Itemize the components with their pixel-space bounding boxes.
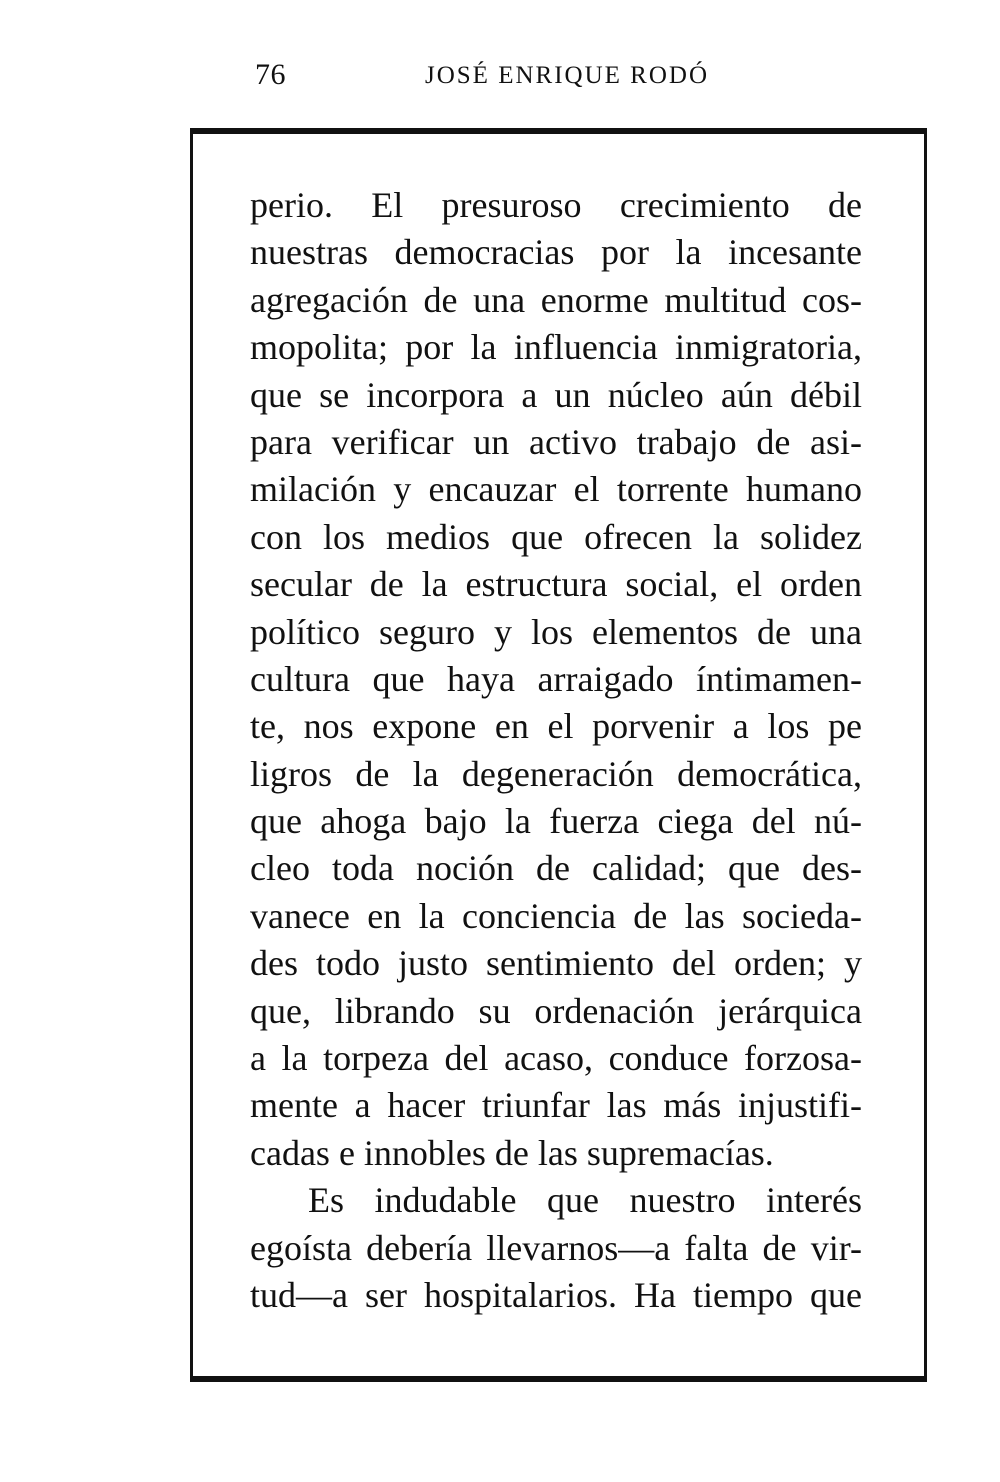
text-line: cleo toda noción de calidad; que des- bbox=[250, 848, 862, 889]
page-number: 76 bbox=[255, 58, 286, 91]
text-line: vanece en la conciencia de las socieda- bbox=[250, 895, 862, 936]
text-line: para verificar un activo trabajo de asi- bbox=[250, 421, 862, 462]
text-line: que, librando su ordenación jerárquica bbox=[250, 990, 862, 1031]
text-line: ligros de la degeneración democrática, bbox=[250, 753, 862, 794]
text-line: cadas e innobles de las supremacías. bbox=[250, 1132, 774, 1173]
text-line: con los medios que ofrecen la solidez bbox=[250, 516, 862, 557]
text-line: des todo justo sentimiento del orden; y bbox=[250, 943, 862, 984]
text-line: mopolita; por la influencia inmigratoria, bbox=[250, 327, 862, 368]
text-line: político seguro y los elementos de una bbox=[250, 611, 862, 652]
text-line: cultura que haya arraigado íntimamen- bbox=[250, 658, 862, 699]
text-line: a la torpeza del acaso, conduce forzosa- bbox=[250, 1038, 862, 1079]
text-line: que se incorpora a un núcleo aún débil bbox=[250, 374, 862, 415]
text-line: tud—a ser hospitalarios. Ha tiempo que bbox=[250, 1274, 862, 1315]
text-line: te, nos expone en el porvenir a los pe bbox=[250, 706, 862, 747]
text-line: nuestras democracias por la incesante bbox=[250, 232, 862, 273]
text-line: que ahoga bajo la fuerza ciega del nú- bbox=[250, 801, 862, 842]
text-line: secular de la estructura social, el orden bbox=[250, 564, 862, 605]
text-line: mente a hacer triunfar las más injustifi- bbox=[250, 1085, 862, 1126]
text-line: agregación de una enorme multitud cos- bbox=[250, 279, 862, 320]
body-text bbox=[250, 182, 862, 1319]
page-header bbox=[0, 58, 1000, 98]
text-line: egoísta debería llevarnos—a falta de vir- bbox=[250, 1227, 862, 1268]
running-head: JOSÉ ENRIQUE RODÓ bbox=[425, 62, 709, 89]
text-line: perio. El presuroso crecimiento de bbox=[250, 185, 862, 225]
text-line: milación y encauzar el torrente humano bbox=[250, 469, 862, 510]
text-line: Es indudable que nuestro interés bbox=[308, 1180, 862, 1221]
